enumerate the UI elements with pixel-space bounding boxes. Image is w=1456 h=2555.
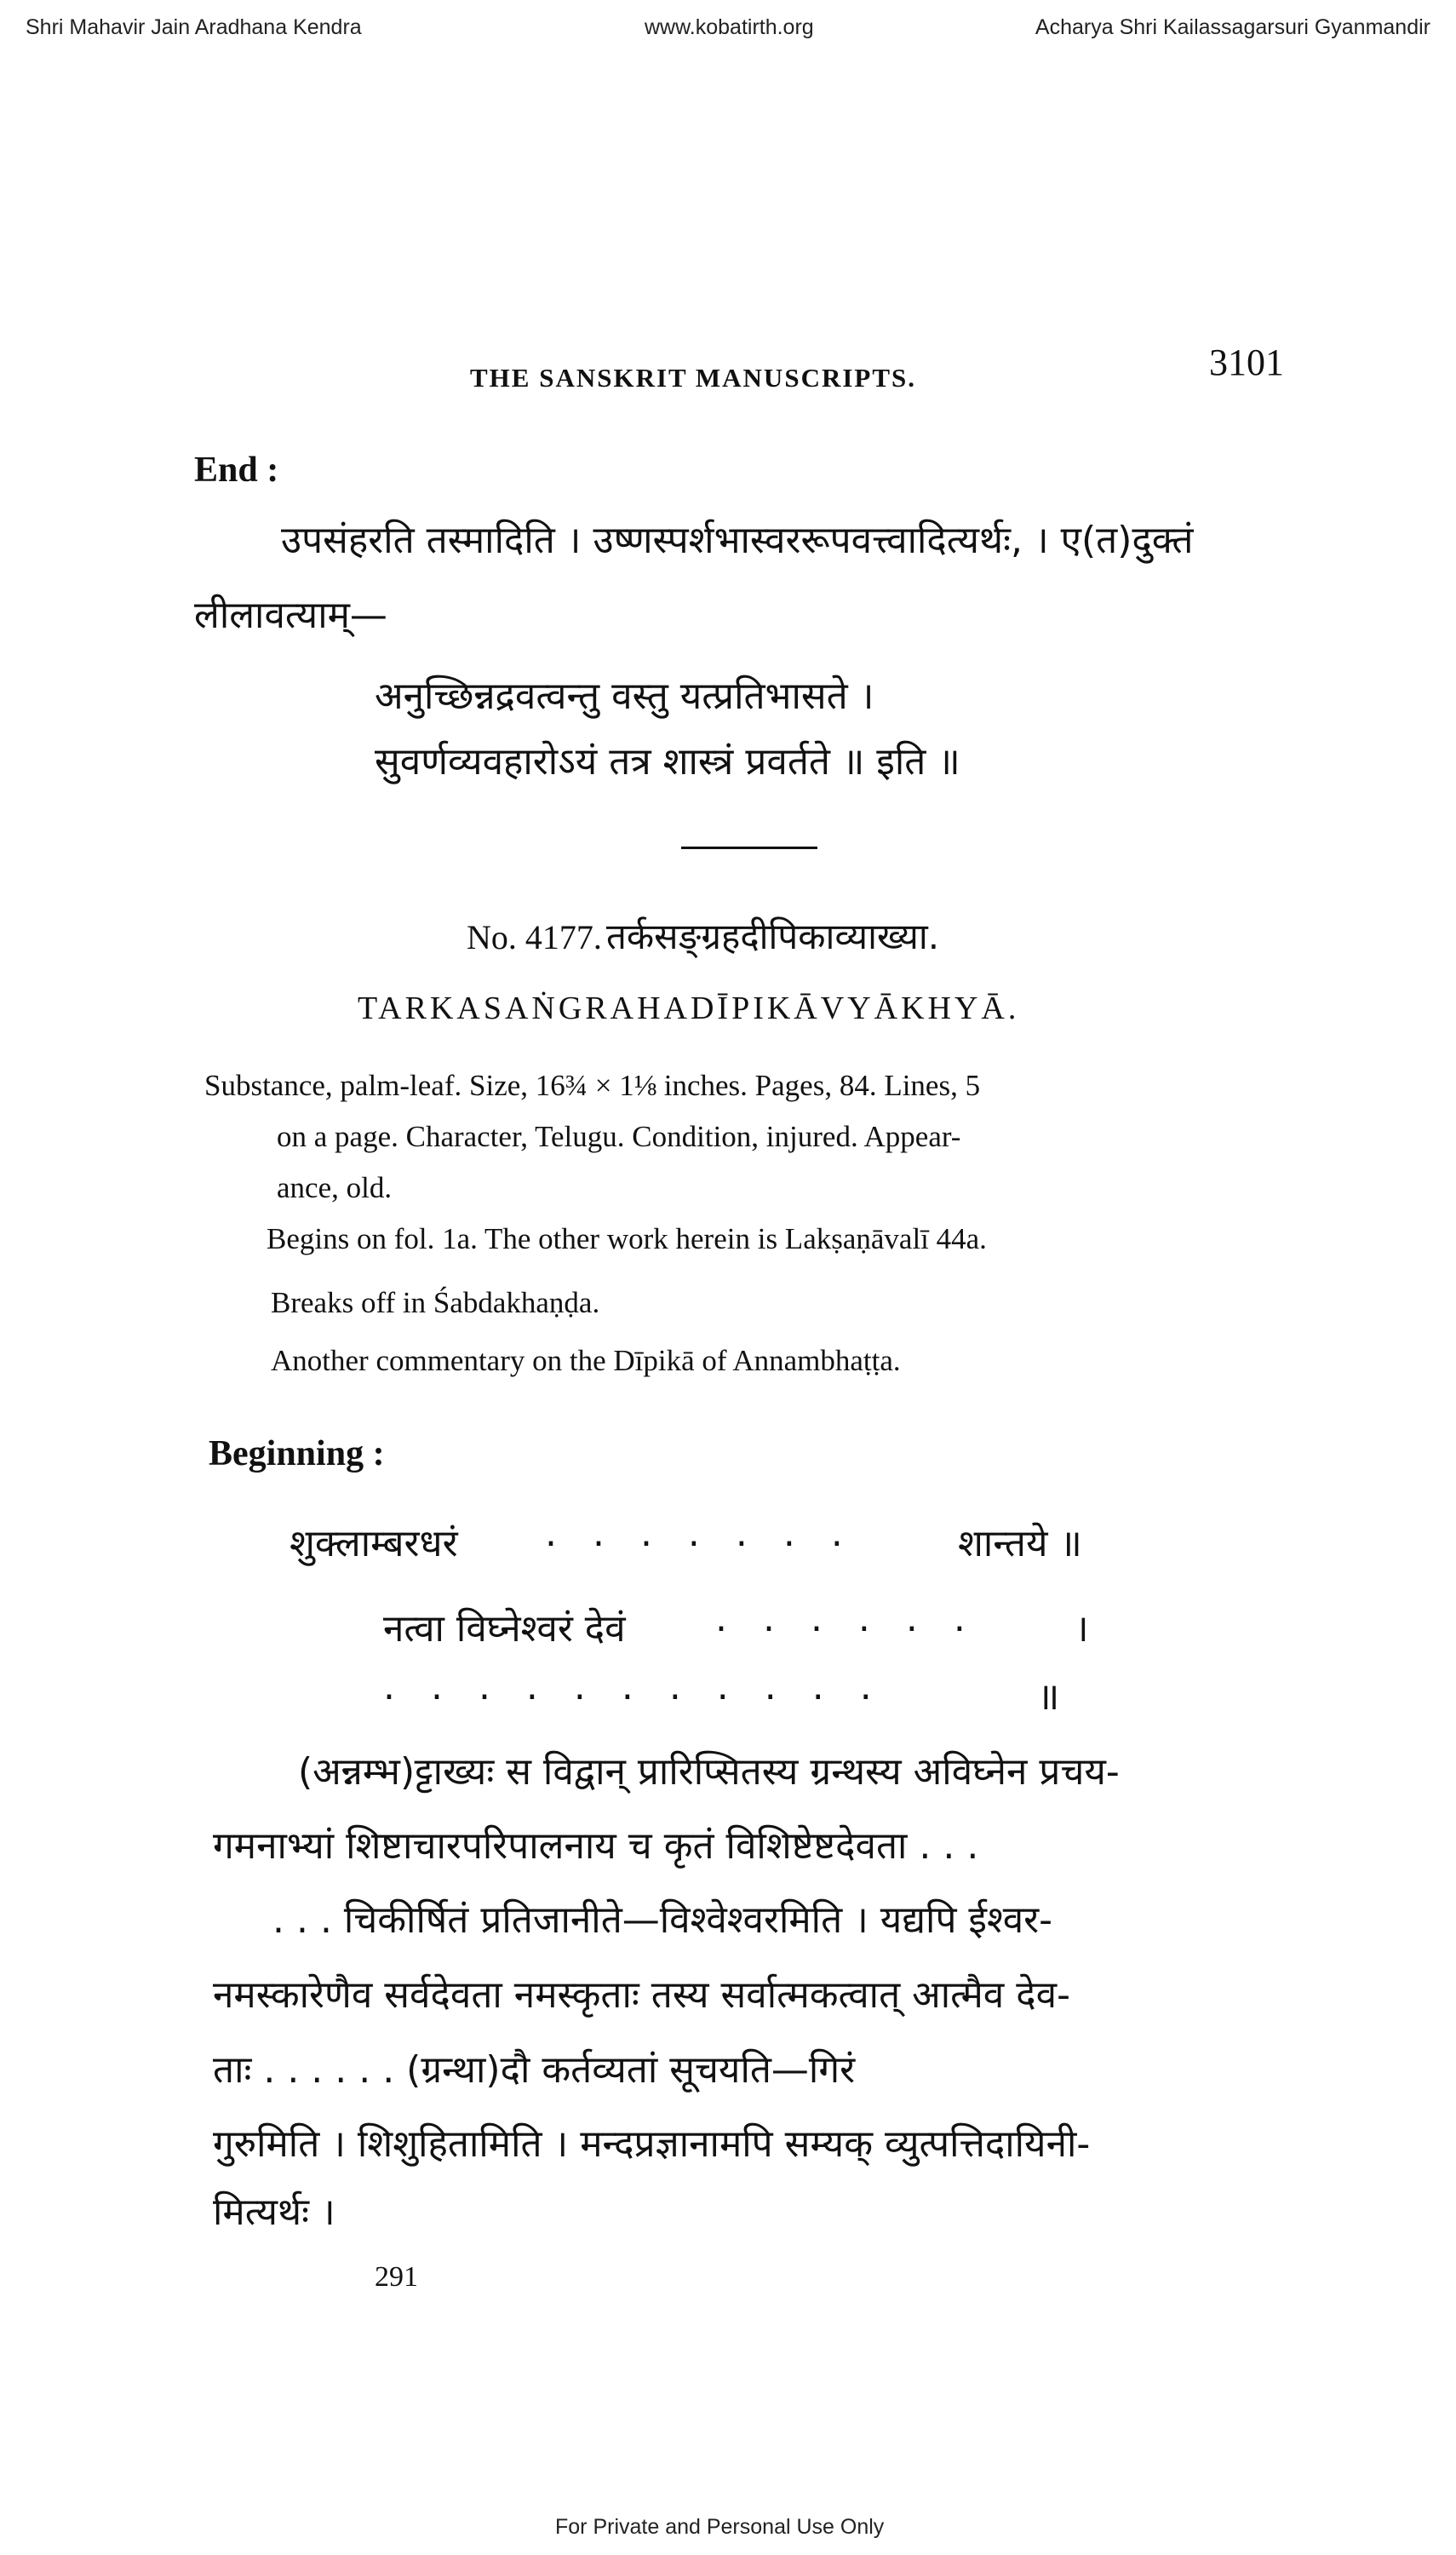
prose-line-7: मित्यर्थः । <box>213 2190 335 2234</box>
entry-devanagari-title: तर्कसङ्ग्रहदीपिकाव्याख्या. <box>605 916 940 957</box>
end-line-2: लीलावत्याम्— <box>194 594 387 637</box>
description-line-2: on a page. Character, Telugu. Condition, injured. Appear- <box>277 1120 961 1153</box>
begin-verse-2-start: नत्वा विघ्नेश्वरं देवं <box>383 1607 626 1651</box>
footer-notice: For Private and Personal Use Only <box>555 2515 885 2539</box>
entry-heading <box>467 911 939 960</box>
header-center: www.kobatirth.org <box>645 15 814 39</box>
begin-verse-2-dots: . . . . . . <box>715 1597 977 1640</box>
prose-line-1: (अन्नम्भ)ट्टाख्यः स विद्वान् प्रारिप्सितस्य ग्रन्थस्य अविघ्नेन प्रचय- <box>298 1750 1120 1794</box>
note-line-2: Breaks off in Śabdakhaṇḍa. <box>271 1286 600 1319</box>
section-divider <box>681 847 817 849</box>
entry-roman-title: TARKASAṄGRAHADĪPIKĀVYĀKHYĀ. <box>358 990 1020 1026</box>
note-line-1: Begins on fol. 1a. The other work herein is Lakṣaṇāvalī 44a. <box>267 1222 987 1255</box>
page-number: 3101 <box>1209 342 1284 383</box>
end-label: End : <box>194 451 279 490</box>
begin-verse-3-end: ॥ <box>1037 1675 1060 1719</box>
signature-mark: 291 <box>375 2261 418 2293</box>
description-line-1: Substance, palm-leaf. Size, 16¾ × 1⅛ inches. Pages, 84. Lines, 5 <box>204 1069 981 1102</box>
prose-line-6: गुरुमिति । शिशुहितामिति । मन्दप्रज्ञानामपि सम्यक् व्युत्पत्तिदायिनी- <box>213 2122 1091 2166</box>
end-verse-2: सुवर्णव्यवहारोऽयं तत्र शास्त्रं प्रवर्तते ॥ इति ॥ <box>375 740 960 784</box>
note-line-3: Another commentary on the Dīpikā of Annambhaṭṭa. <box>271 1344 901 1377</box>
end-line-1: उपसंहरति तस्मादिति । उष्णस्पर्शभास्वररूपवत्त्वादित्यर्थः, । ए(त)दुक्तं <box>281 519 1194 562</box>
prose-line-2: गमनाभ्यां शिष्टाचारपरिपालनाय च कृतं विशिष्टेष्टदेवता . . . <box>213 1824 979 1868</box>
beginning-label: Beginning : <box>209 1434 385 1473</box>
begin-verse-3-dots: . . . . . . . . . . . <box>383 1665 884 1708</box>
header-right: Acharya Shri Kailassagarsuri Gyanmandir <box>1035 15 1430 39</box>
end-verse-1: अनुच्छिन्नद्रवत्वन्तु वस्तु यत्प्रतिभासते । <box>375 675 874 718</box>
entry-number: No. 4177. <box>467 918 602 956</box>
header-left: Shri Mahavir Jain Aradhana Kendra <box>26 15 362 39</box>
begin-verse-1-start: शुक्लाम्बरधरं <box>289 1522 458 1565</box>
description-line-3: ance, old. <box>277 1171 393 1204</box>
begin-verse-1-dots: . . . . . . . <box>545 1512 855 1555</box>
begin-verse-1-end: शान्तये ॥ <box>958 1522 1082 1565</box>
prose-line-3: . . . चिकीर्षितं प्रतिजानीते—विश्वेश्वरमिति । यद्यपि ईश्वर- <box>272 1898 1053 1942</box>
begin-verse-2-end: । <box>1075 1607 1089 1651</box>
running-head-title: THE SANSKRIT MANUSCRIPTS. <box>470 363 917 393</box>
prose-line-4: नमस्कारेणैव सर्वदेवता नमस्कृताः तस्य सर्वात्मकत्वात् आत्मैव देव- <box>213 1973 1070 2017</box>
prose-line-5: ताः . . . . . . (ग्रन्था)दौ कर्तव्यतां सूचयति—गिरं <box>213 2048 856 2092</box>
